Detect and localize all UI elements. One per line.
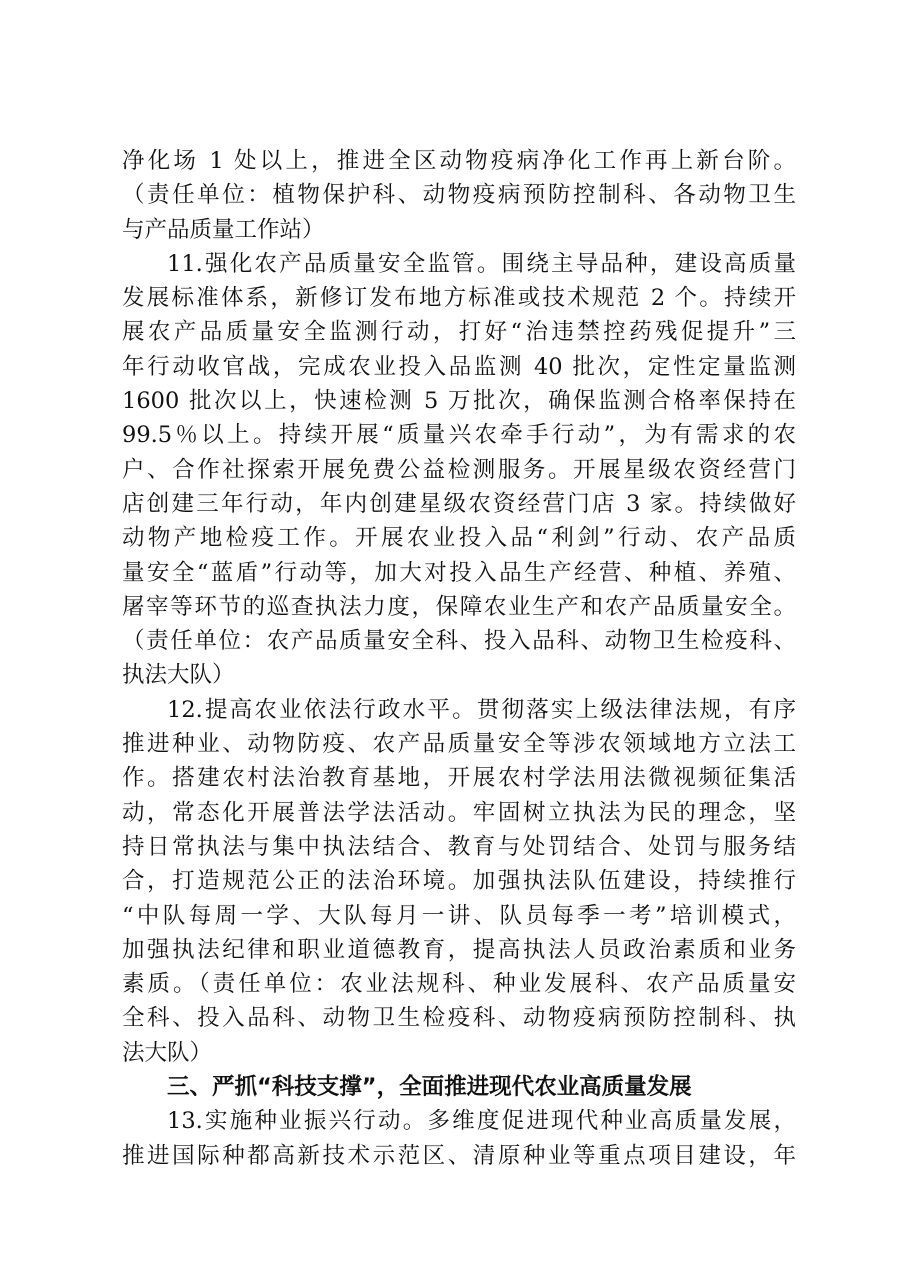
text-line: 素质。（责任单位：农业法规科、种业发展科、农产品质量安 <box>122 971 796 998</box>
text-line: 动，常态化开展普法学法活动。牢固树立执法为民的理念，坚 <box>122 799 796 826</box>
text-line: 99.5％以上。持续开展“质量兴农牵手行动”，为有需求的农 <box>122 422 796 449</box>
text-line: 户、合作社探索开展免费公益检测服务。开展星级农资经营门 <box>122 456 796 483</box>
text-line: （责任单位：农产品质量安全科、投入品科、动物卫生检疫科、 <box>122 628 796 655</box>
paragraph-continuation <box>122 144 796 247</box>
text-line: 展农产品质量安全监测行动，打好“治违禁控药残促提升”三 <box>122 319 796 346</box>
text-line: 量安全“蓝盾”行动等，加大对投入品生产经营、种植、养殖、 <box>122 559 796 586</box>
text-line: 合，打造规范公正的法治环境。加强执法队伍建设，持续推行 <box>122 868 796 895</box>
text-line: 持日常执法与集中执法结合、教育与处罚结合、处罚与服务结 <box>122 833 796 860</box>
text-line: 全科、投入品科、动物卫生检疫科、动物疫病预防控制科、执 <box>122 1005 796 1032</box>
text-line: 净化场 1 处以上，推进全区动物疫病净化工作再上新台阶。 <box>122 148 796 174</box>
document-body <box>122 144 796 1173</box>
text-line: 动物产地检疫工作。开展农业投入品“利剑”行动、农产品质 <box>122 525 796 552</box>
section-heading: 三、严抓“科技支撑”，全面推进现代农业高质量发展 <box>167 1074 692 1101</box>
text-line: 加强执法纪律和职业道德教育，提高执法人员政治素质和业务 <box>122 936 796 963</box>
text-line: 推进国际种都高新技术示范区、清原种业等重点项目建设，年 <box>122 1142 796 1169</box>
paragraph-item-12 <box>122 693 796 1070</box>
text-line: （责任单位：植物保护科、动物疫病预防控制科、各动物卫生 <box>122 182 796 209</box>
text-line: 推进种业、动物防疫、农产品质量安全等涉农领域地方立法工 <box>122 731 796 758</box>
text-line: 年行动收官战，完成农业投入品监测 40 批次，定性定量监测 <box>122 353 796 380</box>
paragraph-item-11 <box>122 247 796 693</box>
text-line: 13.实施种业振兴行动。多维度促进现代种业高质量发展， <box>167 1108 796 1135</box>
text-line: “中队每周一学、大队每月一讲、队员每季一考”培训模式， <box>122 902 796 929</box>
text-line: 12.提高农业依法行政水平。贯彻落实上级法律法规，有序 <box>167 696 796 723</box>
paragraph-item-13 <box>122 1104 796 1173</box>
text-line: 1600 批次以上，快速检测 5 万批次，确保监测合格率保持在 <box>122 388 796 415</box>
text-line: 屠宰等环节的巡查执法力度，保障农业生产和农产品质量安全。 <box>122 593 796 620</box>
text-line: 执法大队） <box>122 662 235 689</box>
text-line: 作。搭建农村法治教育基地，开展农村学法用法微视频征集活 <box>122 765 796 792</box>
text-line: 店创建三年行动，年内创建星级农资经营门店 3 家。持续做好 <box>122 490 796 517</box>
text-line: 发展标准体系，新修订发布地方标准或技术规范 2 个。持续开 <box>122 285 796 312</box>
text-line: 11.强化农产品质量安全监管。围绕主导品种，建设高质量 <box>167 250 796 277</box>
text-line: 与产品质量工作站） <box>122 216 325 243</box>
text-line: 法大队） <box>122 1039 213 1066</box>
